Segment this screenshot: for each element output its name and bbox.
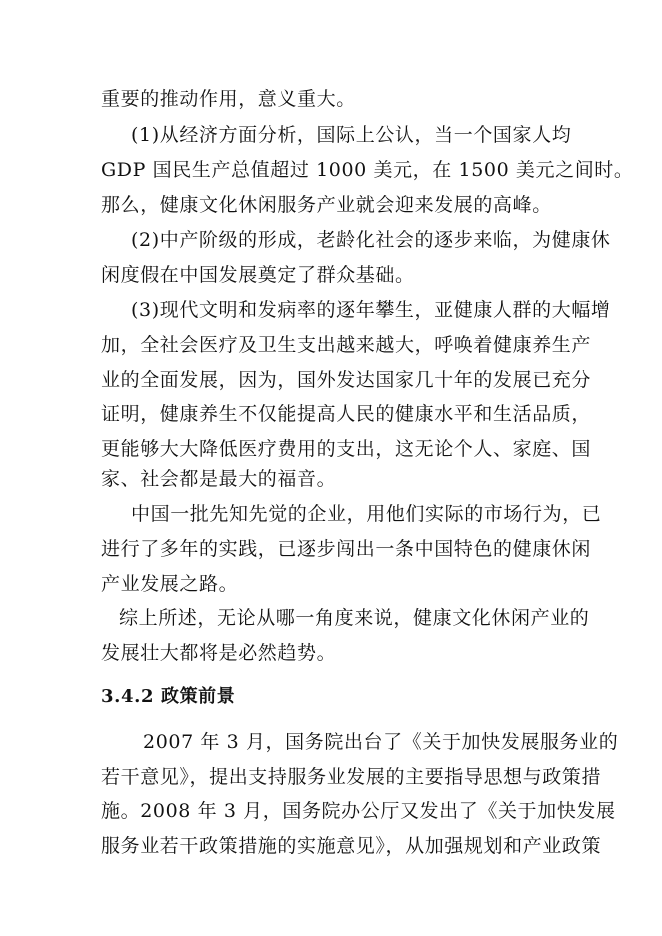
text-line-22: 服务业若干政策措施的实施意见》，从加强规划和产业政策 — [101, 835, 602, 857]
text-line-2: (1)从经济方面分析，国际上公认，当一个国家人均 — [131, 124, 572, 146]
text-line-21: 施。2008 年 3 月，国务院办公厅又发出了《关于加快发展 — [101, 800, 616, 822]
text-line-10: 证明，健康养生不仅能提高人民的健康水平和生活品质， — [101, 403, 592, 425]
text-line-7: (3)现代文明和发病率的逐年攀生，亚健康人群的大幅增 — [131, 299, 611, 321]
text-line-16: 综上所述，无论从哪一角度来说，健康文化休闲产业的 — [119, 607, 590, 629]
text-line-1: 重要的推动作用，意义重大。 — [101, 88, 356, 110]
text-line-14: 进行了多年的实践，已逐步闯出一条中国特色的健康休闲 — [101, 538, 592, 560]
text-line-6: 闲度假在中国发展奠定了群众基础。 — [101, 264, 415, 286]
text-line-20: 若干意见》，提出支持服务业发展的主要指导思想与政策措 — [101, 766, 602, 788]
text-line-19: 2007 年 3 月，国务院出台了《关于加快发展服务业的 — [143, 731, 619, 753]
text-line-4: 那么，健康文化休闲服务产业就会迎来发展的高峰。 — [101, 194, 552, 216]
section-heading: 3.4.2 政策前景 — [101, 686, 236, 707]
text-line-3: GDP 国民生产总值超过 1000 美元，在 1500 美元之间时。 — [101, 159, 634, 181]
text-line-8: 加，全社会医疗及卫生支出越来越大，呼唤着健康养生产 — [101, 334, 592, 356]
text-line-17: 发展壮大都将是必然趋势。 — [101, 642, 337, 664]
text-line-13: 中国一批先知先觉的企业，用他们实际的市场行为，已 — [131, 503, 602, 525]
text-line-9: 业的全面发展，因为，国外发达国家几十年的发展已充分 — [101, 369, 592, 391]
text-line-12: 家、社会都是最大的福音。 — [101, 468, 337, 490]
text-line-11: 更能够大大降低医疗费用的支出，这无论个人、家庭、国 — [101, 438, 592, 460]
text-line-5: (2)中产阶级的形成，老龄化社会的逐步来临，为健康休 — [131, 229, 611, 251]
text-line-15: 产业发展之路。 — [101, 573, 239, 595]
